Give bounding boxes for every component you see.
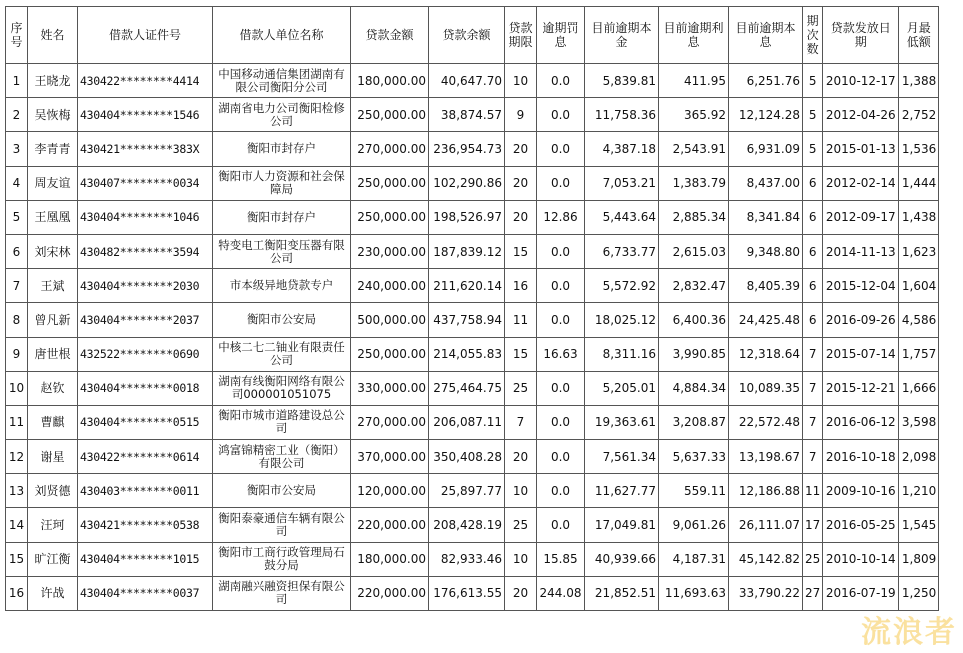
cell-name: 王晓龙	[28, 64, 78, 98]
column-header: 目前逾期本息	[729, 7, 803, 64]
cell-penalty-interest: 0.0	[537, 371, 585, 405]
cell-name: 王凰凰	[28, 200, 78, 234]
cell-overdue-principal: 11,758.36	[585, 98, 659, 132]
cell-overdue-total: 33,790.22	[729, 576, 803, 610]
cell-name: 吴恢梅	[28, 98, 78, 132]
cell-overdue-principal: 7,561.34	[585, 440, 659, 474]
column-header: 借款人单位名称	[213, 7, 351, 64]
cell-loan-term: 10	[505, 64, 537, 98]
table-row	[6, 64, 939, 98]
cell-loan-amount: 500,000.00	[351, 303, 429, 337]
table-row	[6, 303, 939, 337]
cell-min-monthly: 2,098	[899, 440, 939, 474]
cell-overdue-periods: 7	[803, 337, 823, 371]
cell-employer: 衡阳泰豪通信车辆有限公司	[213, 508, 351, 542]
cell-overdue-periods: 6	[803, 166, 823, 200]
cell-overdue-principal: 19,363.61	[585, 405, 659, 439]
cell-loan-amount: 180,000.00	[351, 542, 429, 576]
cell-issue-date: 2016-07-19	[823, 576, 899, 610]
column-header: 贷款金额	[351, 7, 429, 64]
cell-overdue-total: 6,251.76	[729, 64, 803, 98]
cell-issue-date: 2016-10-18	[823, 440, 899, 474]
cell-index: 10	[6, 371, 28, 405]
cell-loan-amount: 250,000.00	[351, 98, 429, 132]
cell-index: 13	[6, 474, 28, 508]
cell-loan-balance: 437,758.94	[429, 303, 505, 337]
cell-loan-amount: 220,000.00	[351, 508, 429, 542]
cell-overdue-interest: 2,615.03	[659, 234, 729, 268]
cell-overdue-periods: 6	[803, 303, 823, 337]
cell-loan-amount: 250,000.00	[351, 166, 429, 200]
cell-overdue-principal: 11,627.77	[585, 474, 659, 508]
cell-overdue-principal: 40,939.66	[585, 542, 659, 576]
cell-overdue-periods: 11	[803, 474, 823, 508]
cell-employer: 湖南有线衡阳网络有限公司000001051075	[213, 371, 351, 405]
cell-min-monthly: 1,666	[899, 371, 939, 405]
cell-penalty-interest: 0.0	[537, 405, 585, 439]
column-header: 姓名	[28, 7, 78, 64]
cell-issue-date: 2010-12-17	[823, 64, 899, 98]
cell-overdue-principal: 4,387.18	[585, 132, 659, 166]
cell-overdue-periods: 6	[803, 234, 823, 268]
cell-loan-term: 15	[505, 234, 537, 268]
table-row	[6, 98, 939, 132]
cell-overdue-principal: 5,572.92	[585, 269, 659, 303]
cell-min-monthly: 1,536	[899, 132, 939, 166]
cell-overdue-total: 26,111.07	[729, 508, 803, 542]
table-row	[6, 508, 939, 542]
cell-loan-balance: 40,647.70	[429, 64, 505, 98]
cell-employer: 衡阳市公安局	[213, 303, 351, 337]
cell-employer: 特变电工衡阳变压器有限公司	[213, 234, 351, 268]
cell-min-monthly: 3,598	[899, 405, 939, 439]
cell-employer: 衡阳市公安局	[213, 474, 351, 508]
cell-id-number: 430404********1015	[78, 542, 213, 576]
cell-overdue-total: 12,186.88	[729, 474, 803, 508]
cell-min-monthly: 1,757	[899, 337, 939, 371]
table-row	[6, 132, 939, 166]
cell-overdue-interest: 411.95	[659, 64, 729, 98]
cell-loan-balance: 82,933.46	[429, 542, 505, 576]
cell-id-number: 430407********0034	[78, 166, 213, 200]
cell-loan-term: 15	[505, 337, 537, 371]
cell-overdue-principal: 5,205.01	[585, 371, 659, 405]
cell-employer: 中核二七二铀业有限责任公司	[213, 337, 351, 371]
cell-penalty-interest: 12.86	[537, 200, 585, 234]
cell-loan-term: 16	[505, 269, 537, 303]
cell-overdue-interest: 4,884.34	[659, 371, 729, 405]
cell-penalty-interest: 0.0	[537, 234, 585, 268]
cell-loan-balance: 38,874.57	[429, 98, 505, 132]
cell-overdue-total: 45,142.82	[729, 542, 803, 576]
cell-issue-date: 2015-07-14	[823, 337, 899, 371]
cell-loan-balance: 236,954.73	[429, 132, 505, 166]
cell-overdue-interest: 11,693.63	[659, 576, 729, 610]
cell-penalty-interest: 0.0	[537, 269, 585, 303]
cell-loan-term: 20	[505, 166, 537, 200]
cell-min-monthly: 1,623	[899, 234, 939, 268]
cell-overdue-interest: 4,187.31	[659, 542, 729, 576]
cell-name: 曹麒	[28, 405, 78, 439]
cell-overdue-interest: 2,543.91	[659, 132, 729, 166]
cell-id-number: 430422********4414	[78, 64, 213, 98]
cell-employer: 衡阳市工商行政管理局石鼓分局	[213, 542, 351, 576]
cell-overdue-total: 9,348.80	[729, 234, 803, 268]
column-header: 贷款余额	[429, 7, 505, 64]
cell-id-number: 430422********0614	[78, 440, 213, 474]
cell-name: 王斌	[28, 269, 78, 303]
cell-overdue-principal: 6,733.77	[585, 234, 659, 268]
cell-overdue-principal: 5,839.81	[585, 64, 659, 98]
cell-loan-balance: 187,839.12	[429, 234, 505, 268]
table-row	[6, 200, 939, 234]
cell-employer: 衡阳市封存户	[213, 132, 351, 166]
cell-id-number: 430421********0538	[78, 508, 213, 542]
cell-employer: 市本级异地贷款专户	[213, 269, 351, 303]
cell-overdue-periods: 5	[803, 98, 823, 132]
cell-name: 李青青	[28, 132, 78, 166]
cell-employer: 衡阳市城市道路建设总公司	[213, 405, 351, 439]
cell-employer: 中国移动通信集团湖南有限公司衡阳分公司	[213, 64, 351, 98]
cell-penalty-interest: 0.0	[537, 508, 585, 542]
column-header: 逾期罚息	[537, 7, 585, 64]
cell-index: 14	[6, 508, 28, 542]
cell-loan-amount: 120,000.00	[351, 474, 429, 508]
cell-loan-balance: 206,087.11	[429, 405, 505, 439]
cell-overdue-principal: 5,443.64	[585, 200, 659, 234]
cell-loan-balance: 350,408.28	[429, 440, 505, 474]
cell-loan-term: 9	[505, 98, 537, 132]
cell-loan-amount: 180,000.00	[351, 64, 429, 98]
cell-loan-balance: 211,620.14	[429, 269, 505, 303]
cell-penalty-interest: 15.85	[537, 542, 585, 576]
cell-employer: 湖南省电力公司衡阳检修公司	[213, 98, 351, 132]
cell-loan-balance: 176,613.55	[429, 576, 505, 610]
cell-index: 4	[6, 166, 28, 200]
cell-name: 周友谊	[28, 166, 78, 200]
cell-min-monthly: 1,438	[899, 200, 939, 234]
cell-overdue-principal: 8,311.16	[585, 337, 659, 371]
cell-issue-date: 2016-09-26	[823, 303, 899, 337]
cell-loan-balance: 208,428.19	[429, 508, 505, 542]
cell-index: 9	[6, 337, 28, 371]
cell-index: 6	[6, 234, 28, 268]
cell-min-monthly: 4,586	[899, 303, 939, 337]
cell-name: 赵钦	[28, 371, 78, 405]
cell-overdue-interest: 5,637.33	[659, 440, 729, 474]
cell-loan-amount: 330,000.00	[351, 371, 429, 405]
column-header: 月最低额	[899, 7, 939, 64]
cell-loan-amount: 270,000.00	[351, 405, 429, 439]
cell-overdue-periods: 25	[803, 542, 823, 576]
cell-name: 刘贤德	[28, 474, 78, 508]
cell-loan-amount: 270,000.00	[351, 132, 429, 166]
cell-loan-term: 11	[505, 303, 537, 337]
cell-issue-date: 2015-12-04	[823, 269, 899, 303]
cell-index: 7	[6, 269, 28, 303]
cell-loan-term: 20	[505, 132, 537, 166]
cell-index: 11	[6, 405, 28, 439]
cell-overdue-total: 10,089.35	[729, 371, 803, 405]
cell-penalty-interest: 0.0	[537, 166, 585, 200]
cell-penalty-interest: 244.08	[537, 576, 585, 610]
cell-overdue-total: 6,931.09	[729, 132, 803, 166]
table-row	[6, 542, 939, 576]
watermark-text: 流浪者	[861, 615, 957, 650]
table-row	[6, 474, 939, 508]
cell-id-number: 430404********1546	[78, 98, 213, 132]
cell-min-monthly: 1,250	[899, 576, 939, 610]
table-row	[6, 166, 939, 200]
cell-loan-balance: 25,897.77	[429, 474, 505, 508]
cell-overdue-interest: 9,061.26	[659, 508, 729, 542]
cell-overdue-principal: 21,852.51	[585, 576, 659, 610]
cell-loan-amount: 220,000.00	[351, 576, 429, 610]
cell-overdue-total: 8,405.39	[729, 269, 803, 303]
cell-name: 谢星	[28, 440, 78, 474]
cell-id-number: 430404********0515	[78, 405, 213, 439]
cell-issue-date: 2016-05-25	[823, 508, 899, 542]
cell-index: 5	[6, 200, 28, 234]
cell-overdue-interest: 2,885.34	[659, 200, 729, 234]
cell-index: 8	[6, 303, 28, 337]
cell-overdue-total: 13,198.67	[729, 440, 803, 474]
cell-overdue-total: 8,437.00	[729, 166, 803, 200]
cell-penalty-interest: 0.0	[537, 474, 585, 508]
cell-id-number: 430404********2030	[78, 269, 213, 303]
cell-index: 1	[6, 64, 28, 98]
cell-id-number: 430404********1046	[78, 200, 213, 234]
cell-index: 3	[6, 132, 28, 166]
cell-id-number: 430403********0011	[78, 474, 213, 508]
cell-min-monthly: 2,752	[899, 98, 939, 132]
cell-id-number: 430404********0037	[78, 576, 213, 610]
table-row	[6, 234, 939, 268]
cell-overdue-interest: 6,400.36	[659, 303, 729, 337]
cell-issue-date: 2012-09-17	[823, 200, 899, 234]
cell-name: 汪珂	[28, 508, 78, 542]
cell-overdue-interest: 2,832.47	[659, 269, 729, 303]
cell-overdue-interest: 559.11	[659, 474, 729, 508]
loan-table-container	[5, 6, 939, 611]
cell-penalty-interest: 0.0	[537, 303, 585, 337]
cell-id-number: 430421********383X	[78, 132, 213, 166]
cell-issue-date: 2009-10-16	[823, 474, 899, 508]
column-header: 贷款发放日期	[823, 7, 899, 64]
cell-employer: 湖南融兴融资担保有限公司	[213, 576, 351, 610]
cell-issue-date: 2010-10-14	[823, 542, 899, 576]
cell-overdue-periods: 7	[803, 371, 823, 405]
cell-loan-term: 10	[505, 542, 537, 576]
cell-overdue-interest: 3,990.85	[659, 337, 729, 371]
cell-loan-balance: 198,526.97	[429, 200, 505, 234]
column-header: 目前逾期本金	[585, 7, 659, 64]
cell-overdue-interest: 365.92	[659, 98, 729, 132]
cell-id-number: 430404********0018	[78, 371, 213, 405]
table-row	[6, 337, 939, 371]
cell-overdue-periods: 27	[803, 576, 823, 610]
table-row	[6, 371, 939, 405]
cell-loan-amount: 240,000.00	[351, 269, 429, 303]
overdue-loan-table	[5, 6, 939, 611]
cell-overdue-principal: 17,049.81	[585, 508, 659, 542]
cell-overdue-periods: 17	[803, 508, 823, 542]
cell-id-number: 430482********3594	[78, 234, 213, 268]
cell-index: 12	[6, 440, 28, 474]
cell-min-monthly: 1,388	[899, 64, 939, 98]
cell-penalty-interest: 0.0	[537, 440, 585, 474]
cell-loan-term: 25	[505, 508, 537, 542]
cell-loan-term: 20	[505, 440, 537, 474]
table-row	[6, 269, 939, 303]
cell-penalty-interest: 0.0	[537, 98, 585, 132]
cell-overdue-periods: 5	[803, 64, 823, 98]
cell-penalty-interest: 0.0	[537, 64, 585, 98]
cell-loan-amount: 230,000.00	[351, 234, 429, 268]
cell-overdue-interest: 1,383.79	[659, 166, 729, 200]
cell-id-number: 430404********2037	[78, 303, 213, 337]
cell-issue-date: 2015-12-21	[823, 371, 899, 405]
column-header: 贷款期限	[505, 7, 537, 64]
cell-name: 许战	[28, 576, 78, 610]
cell-loan-term: 10	[505, 474, 537, 508]
cell-min-monthly: 1,210	[899, 474, 939, 508]
cell-loan-balance: 214,055.83	[429, 337, 505, 371]
cell-overdue-total: 12,318.64	[729, 337, 803, 371]
header-row	[6, 7, 939, 64]
cell-issue-date: 2012-04-26	[823, 98, 899, 132]
cell-loan-term: 25	[505, 371, 537, 405]
table-body	[6, 64, 939, 611]
cell-overdue-total: 8,341.84	[729, 200, 803, 234]
cell-issue-date: 2012-02-14	[823, 166, 899, 200]
cell-loan-term: 20	[505, 576, 537, 610]
cell-overdue-periods: 6	[803, 200, 823, 234]
cell-name: 曾凡新	[28, 303, 78, 337]
cell-overdue-principal: 7,053.21	[585, 166, 659, 200]
cell-overdue-total: 12,124.28	[729, 98, 803, 132]
cell-loan-term: 7	[505, 405, 537, 439]
cell-loan-balance: 102,290.86	[429, 166, 505, 200]
column-header: 借款人证件号	[78, 7, 213, 64]
cell-issue-date: 2015-01-13	[823, 132, 899, 166]
cell-min-monthly: 1,444	[899, 166, 939, 200]
cell-overdue-interest: 3,208.87	[659, 405, 729, 439]
cell-name: 旷江衡	[28, 542, 78, 576]
cell-overdue-periods: 5	[803, 132, 823, 166]
cell-overdue-total: 24,425.48	[729, 303, 803, 337]
cell-employer: 衡阳市封存户	[213, 200, 351, 234]
cell-id-number: 432522********0690	[78, 337, 213, 371]
column-header: 目前逾期利息	[659, 7, 729, 64]
cell-min-monthly: 1,809	[899, 542, 939, 576]
table-row	[6, 440, 939, 474]
cell-employer: 鸿富锦精密工业（衡阳）有限公司	[213, 440, 351, 474]
cell-overdue-principal: 18,025.12	[585, 303, 659, 337]
column-header: 期次数	[803, 7, 823, 64]
cell-name: 唐世根	[28, 337, 78, 371]
cell-loan-term: 20	[505, 200, 537, 234]
table-row	[6, 576, 939, 610]
cell-loan-amount: 250,000.00	[351, 200, 429, 234]
column-header: 序号	[6, 7, 28, 64]
cell-index: 16	[6, 576, 28, 610]
cell-employer: 衡阳市人力资源和社会保障局	[213, 166, 351, 200]
cell-min-monthly: 1,545	[899, 508, 939, 542]
cell-index: 15	[6, 542, 28, 576]
cell-loan-amount: 370,000.00	[351, 440, 429, 474]
cell-penalty-interest: 0.0	[537, 132, 585, 166]
cell-overdue-periods: 7	[803, 405, 823, 439]
cell-min-monthly: 1,604	[899, 269, 939, 303]
cell-loan-balance: 275,464.75	[429, 371, 505, 405]
cell-index: 2	[6, 98, 28, 132]
cell-issue-date: 2016-06-12	[823, 405, 899, 439]
cell-name: 刘宋林	[28, 234, 78, 268]
cell-issue-date: 2014-11-13	[823, 234, 899, 268]
cell-overdue-total: 22,572.48	[729, 405, 803, 439]
cell-penalty-interest: 16.63	[537, 337, 585, 371]
cell-overdue-periods: 6	[803, 269, 823, 303]
cell-loan-amount: 250,000.00	[351, 337, 429, 371]
table-row	[6, 405, 939, 439]
cell-overdue-periods: 7	[803, 440, 823, 474]
